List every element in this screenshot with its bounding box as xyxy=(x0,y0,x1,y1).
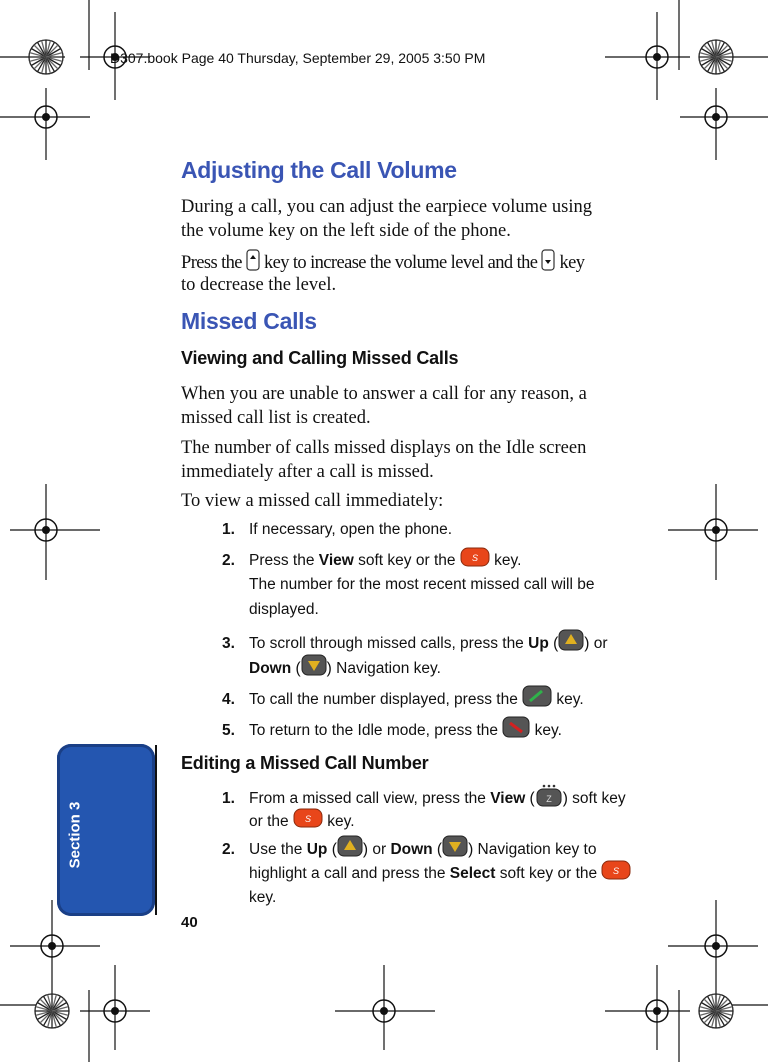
step-bold-text: Down xyxy=(390,841,433,859)
list-item xyxy=(222,716,562,746)
step-text: If necessary, open the phone. xyxy=(249,521,453,538)
step-text: key. xyxy=(530,722,562,740)
list-item xyxy=(222,685,584,715)
step-text: soft key or the xyxy=(495,865,602,883)
step-number: 1. xyxy=(222,521,235,538)
svg-text:S: S xyxy=(471,553,478,563)
text-fragment: key to increase the volume level and the xyxy=(263,252,538,273)
heading-adjusting-call-volume: Adjusting the Call Volume xyxy=(181,157,457,183)
nav-down-key-icon xyxy=(301,654,327,684)
step-text: key. xyxy=(322,813,355,831)
step-number: 4. xyxy=(222,691,235,709)
step-continuation xyxy=(249,860,631,888)
subheading-viewing-missed-calls: Viewing and Calling Missed Calls xyxy=(181,348,459,368)
step-text: To scroll through missed calls, press the xyxy=(249,635,529,653)
heading-missed-calls: Missed Calls xyxy=(181,308,317,334)
step-text: ( xyxy=(548,635,559,653)
paragraph-line: The number of calls missed displays on the Idle screen xyxy=(181,438,587,458)
step-text: key. xyxy=(552,691,584,709)
step-text: To call the number displayed, press the xyxy=(249,691,523,709)
paragraph-line: During a call, you can adjust the earpiece volume using xyxy=(181,197,592,217)
step-continuation: key. xyxy=(249,889,277,906)
step-text: To return to the Idle mode, press the xyxy=(249,722,503,740)
step-text: ) Navigation key to xyxy=(468,841,597,859)
section-tab-label: Section 3 xyxy=(66,801,84,869)
paragraph-line: the volume key on the left side of the phone. xyxy=(181,221,511,241)
list-item xyxy=(222,517,452,542)
step-continuation: The number for the most recent missed call will be xyxy=(249,576,595,593)
step-continuation: Down ( ) Navigation key. xyxy=(249,654,441,684)
step-bold-text: View xyxy=(318,552,354,570)
paragraph-line: To view a missed call immediately: xyxy=(181,491,444,511)
text-fragment: Press the xyxy=(181,252,242,273)
step-number: 1. xyxy=(222,790,235,808)
svg-text:S: S xyxy=(613,866,620,876)
step-bold-text: Up xyxy=(306,841,328,859)
text-fragment: key xyxy=(559,252,585,273)
send-softkey-icon xyxy=(601,860,631,888)
step-bold-text: Select xyxy=(449,865,496,883)
list-item: 2. Use the Up ( ) or Down ( ) Navigation key to xyxy=(222,835,596,865)
paragraph-line: When you are unable to answer a call for any reason, a xyxy=(181,384,587,404)
paragraph-line: to decrease the level. xyxy=(181,275,337,295)
step-text: Use the xyxy=(249,841,307,859)
left-softkey-icon xyxy=(535,783,563,815)
step-text: ) soft key xyxy=(562,790,626,808)
step-text: From a missed call view, press the xyxy=(249,790,491,808)
svg-text:Z: Z xyxy=(545,794,552,804)
step-text: ) Navigation key. xyxy=(326,660,441,678)
subheading-editing-missed-call: Editing a Missed Call Number xyxy=(181,753,429,773)
send-softkey-icon xyxy=(293,808,323,836)
end-key-icon xyxy=(502,716,530,746)
step-text: ) or xyxy=(584,635,608,653)
list-item: 1. From a missed call view, press the View ( Z ) soft key xyxy=(222,783,626,815)
step-text: key. xyxy=(489,552,522,570)
paragraph-line: missed call list is created. xyxy=(181,408,371,428)
volume-down-key-icon xyxy=(541,249,555,278)
step-continuation xyxy=(249,808,355,836)
print-header: D307.book Page 40 Thursday, September 29, 2005 3:50 PM xyxy=(110,50,486,66)
step-text: soft key or the xyxy=(353,552,460,570)
step-bold-text: Up xyxy=(528,635,549,653)
step-number: 2. xyxy=(222,552,235,570)
svg-text:S: S xyxy=(304,814,311,824)
tab-divider xyxy=(155,745,157,915)
paragraph-line: immediately after a call is missed. xyxy=(181,462,434,482)
step-number: 3. xyxy=(222,635,235,653)
step-text: Press the xyxy=(249,552,319,570)
step-bold-text: View xyxy=(490,790,526,808)
nav-up-key-icon xyxy=(558,629,584,659)
step-number: 2. xyxy=(222,841,235,859)
list-item xyxy=(222,547,521,575)
page-number: 40 xyxy=(181,914,198,931)
step-number: 5. xyxy=(222,722,235,740)
call-send-key-icon xyxy=(522,685,552,715)
step-continuation: displayed. xyxy=(249,601,319,618)
step-text: ) or xyxy=(362,841,391,859)
send-softkey-icon xyxy=(460,547,490,575)
step-bold-text: Down xyxy=(249,660,292,678)
step-text: or the xyxy=(249,813,293,831)
step-text: highlight a call and press the xyxy=(249,865,450,883)
